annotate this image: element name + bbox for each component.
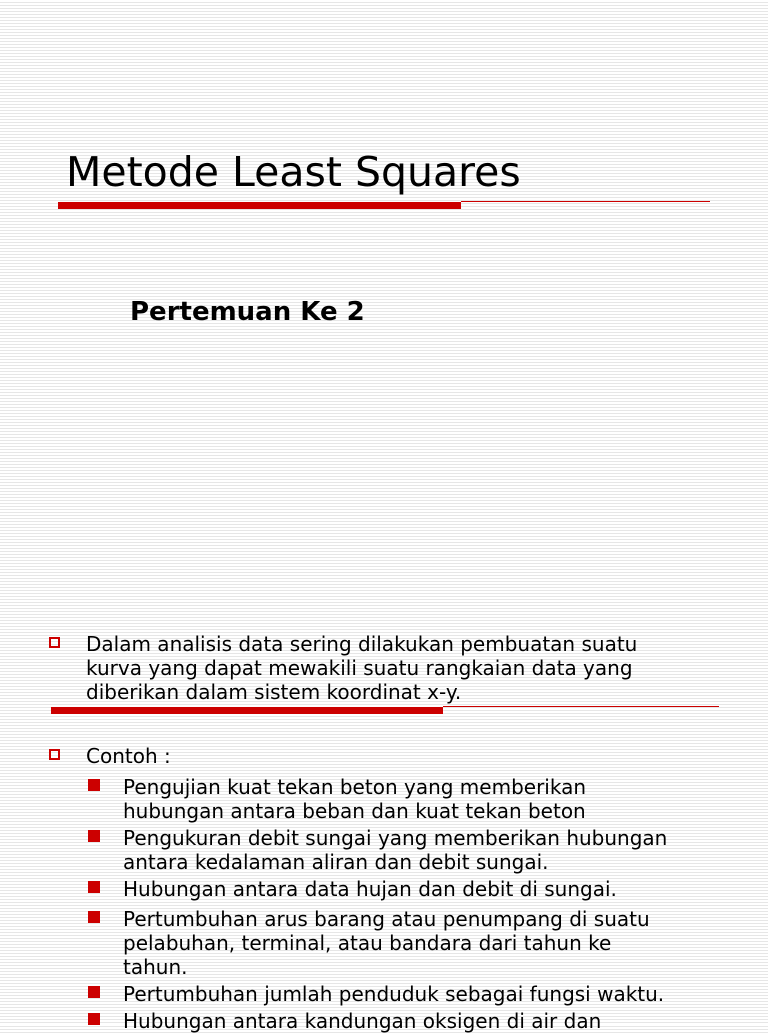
filled-square-icon [88,779,100,791]
list-item-text: Hubungan antara kandungan oksigen di air dan [123,1009,602,1033]
list-item-text: Pertumbuhan arus barang atau penumpang di suatu pelabuhan, terminal, atau bandara dari tahun ke tahun. [123,907,650,979]
filled-square-icon [88,911,100,923]
separator-rule-thick [51,707,443,714]
hollow-square-icon [49,637,60,648]
examples-heading: Contoh : [86,744,171,768]
filled-square-icon [88,986,100,998]
content-slide [0,590,768,1033]
list-item-text: Hubungan antara data hujan dan debit di sungai. [123,877,617,901]
separator-rule-thin [443,706,719,707]
filled-square-icon [88,1013,100,1025]
intro-text: Dalam analisis data sering dilakukan pembuatan suatu kurva yang dapat mewakili suatu rangkaian data yang diberikan dalam sistem koordinat x-y. [86,632,638,704]
filled-square-icon [88,881,100,893]
filled-square-icon [88,830,100,842]
title-rule-thick [58,202,461,209]
slide-title: Metode Least Squares [66,148,521,196]
list-item-text: Pengujian kuat tekan beton yang memberikan hubungan antara beban dan kuat tekan beton [123,775,587,823]
slide-subtitle: Pertemuan Ke 2 [130,297,365,327]
hollow-square-icon [49,749,60,760]
list-item-text: Pertumbuhan jumlah penduduk sebagai fungsi waktu. [123,982,665,1006]
list-item-text: Pengukuran debit sungai yang memberikan hubungan antara kedalaman aliran dan debit sungai. [123,826,668,874]
title-rule-thin [461,201,710,202]
